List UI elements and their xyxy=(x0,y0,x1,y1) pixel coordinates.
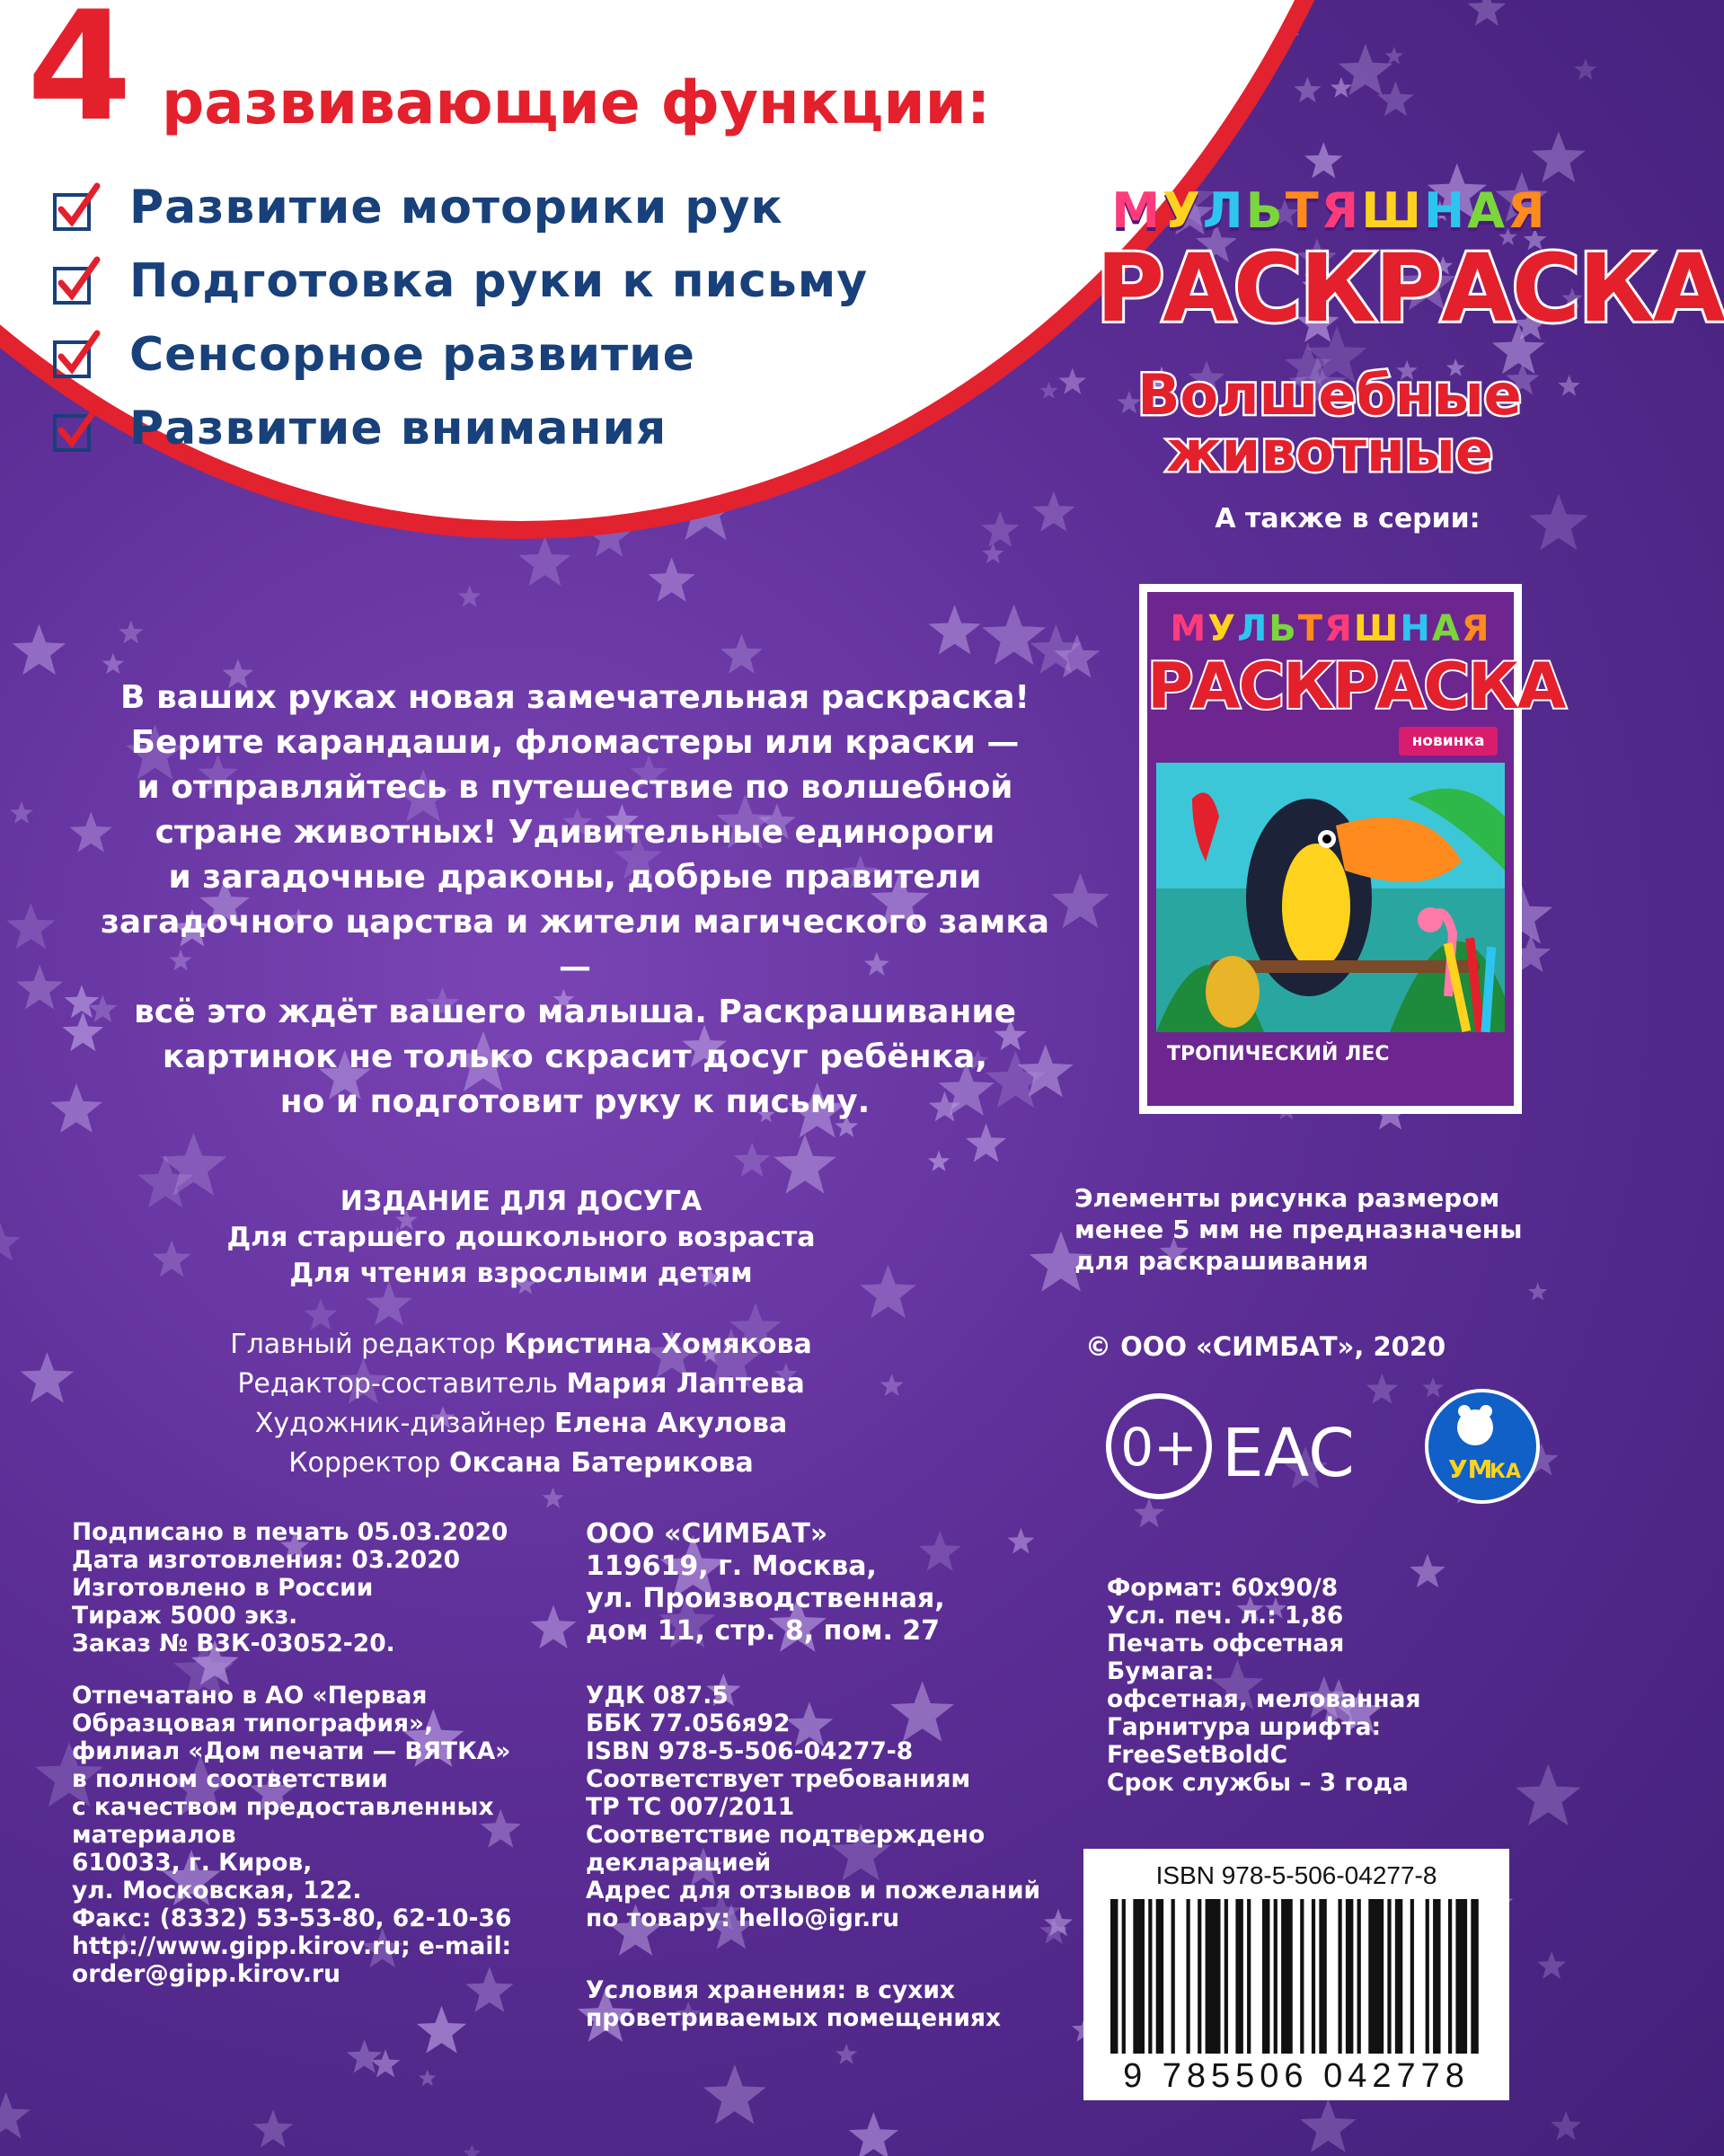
warning-line: для раскрашивания xyxy=(1074,1246,1369,1276)
intro-line: и отправляйтесь в путешествие по волшебной xyxy=(137,769,1013,806)
star-decoration xyxy=(543,1488,564,1508)
star-decoration xyxy=(1300,2099,1356,2152)
brand-line2: РАСКРАСКА xyxy=(1096,234,1724,343)
star-decoration xyxy=(6,903,55,950)
function-list xyxy=(52,171,950,465)
warning-line: менее 5 мм не предназначены xyxy=(1074,1215,1523,1244)
star-decoration xyxy=(1551,2111,1581,2141)
star-decoration xyxy=(102,653,124,674)
warning-line: Элементы рисунка размером xyxy=(1074,1183,1500,1213)
publication-type xyxy=(180,1184,862,1292)
printer-info-line: http://www.gipp.kirov.ru; e-mail: xyxy=(72,1932,512,1960)
barcode-bar xyxy=(1122,1899,1126,2054)
star-decoration xyxy=(16,965,63,1010)
star-decoration xyxy=(21,1352,74,1402)
series-title-line: животные xyxy=(1166,419,1493,485)
barcode-bar xyxy=(1224,1899,1228,2054)
storage-line: Условия хранения: в сухих xyxy=(586,1976,956,2004)
barcode-bar xyxy=(1274,1899,1278,2054)
barcode-bar xyxy=(1357,1899,1361,2054)
credit-role: Главный редактор xyxy=(230,1329,496,1360)
barcode-bar xyxy=(1148,1899,1152,2054)
star-decoration xyxy=(1532,131,1586,182)
brand-logo xyxy=(1096,182,1724,343)
printer-info-line: Образцовая типография», xyxy=(72,1710,434,1737)
barcode-bar xyxy=(1171,1899,1175,2054)
coloring-warning xyxy=(1074,1182,1542,1277)
classification-line: декларацией xyxy=(586,1849,772,1877)
isbn-barcode xyxy=(1083,1849,1509,2100)
printer-info-line: материалов xyxy=(72,1821,236,1849)
print-info-line: Заказ № В3К-03052-20. xyxy=(72,1630,395,1657)
address-line: 119619, г. Москва, xyxy=(586,1551,877,1582)
printer-info xyxy=(72,1682,575,1988)
function-label: Развитие моторики рук xyxy=(129,181,783,234)
publication-line: Для старшего дошкольного возраста xyxy=(226,1222,816,1253)
storage-line: проветриваемых помещениях xyxy=(586,2004,1002,2032)
star-decoration xyxy=(458,585,482,606)
intro-line: картинок не только скрасит досуг ребёнка, xyxy=(162,1038,988,1075)
eac-text: EAC xyxy=(1222,1415,1355,1492)
credit-name: Кристина Хомякова xyxy=(504,1329,812,1360)
copyright: © ООО «СИМБАТ», 2020 xyxy=(1085,1331,1446,1362)
spec-line: офсетная, мелованная xyxy=(1107,1685,1421,1713)
new-badge: новинка xyxy=(1399,727,1498,755)
function-item xyxy=(52,392,950,465)
credit-name: Мария Лаптева xyxy=(566,1368,805,1400)
barcode-bar xyxy=(1110,1899,1118,2054)
printer-info-line: ул. Московская, 122. xyxy=(72,1877,362,1904)
barcode-bar xyxy=(1235,1899,1242,2054)
toucan-illustration xyxy=(1156,763,1505,1032)
star-decoration xyxy=(835,2044,857,2064)
barcode-isbn-label: ISBN 978-5-506-04277-8 xyxy=(1155,1861,1437,1889)
star-decoration xyxy=(1040,382,1058,399)
classification-line: Соответствует требованиям xyxy=(586,1765,971,1793)
credit-line xyxy=(180,1365,862,1404)
credit-line xyxy=(180,1325,862,1365)
star-decoration xyxy=(721,634,763,674)
star-decoration xyxy=(1331,77,1352,98)
also-in-series-label: А также в серии: xyxy=(1215,503,1481,535)
star-decoration xyxy=(13,624,66,676)
publication-line: ИЗДАНИЕ ДЛЯ ДОСУГА xyxy=(340,1186,703,1217)
credit-role: Художник-дизайнер xyxy=(254,1408,546,1439)
printer-info-line: Отпечатано в АО «Первая xyxy=(72,1682,428,1710)
printer-info-line: в полном соответствии xyxy=(72,1765,388,1793)
star-decoration xyxy=(703,2064,766,2124)
spec-line: Гарнитура шрифта: xyxy=(1107,1713,1382,1741)
star-decoration xyxy=(860,1265,916,1319)
checkbox-check-icon xyxy=(52,256,102,306)
function-label: Подготовка руки к письму xyxy=(129,254,869,308)
headline-number: 4 xyxy=(27,0,132,155)
umka-text-1: УМ xyxy=(1448,1454,1493,1484)
star-decoration xyxy=(588,516,632,557)
barcode-bar xyxy=(1448,1899,1452,2054)
spec-line: Усл. печ. л.: 1,86 xyxy=(1107,1602,1344,1630)
barcode-bar xyxy=(1281,1899,1293,2054)
star-decoration xyxy=(928,1151,950,1171)
function-item xyxy=(52,171,950,244)
certification-marks xyxy=(1105,1388,1590,1505)
mini-cover-line2: РАСКРАСКА xyxy=(1147,649,1565,723)
printer-info-line: order@gipp.kirov.ru xyxy=(72,1960,340,1988)
age-rating-icon xyxy=(1109,1396,1209,1497)
star-decoration xyxy=(1574,58,1596,80)
barcode-bar xyxy=(1410,1899,1414,2054)
classification-line: Соответствие подтверждено xyxy=(586,1821,986,1849)
barcode-bar xyxy=(1455,1899,1467,2054)
series-title-line: Волшебные xyxy=(1137,362,1522,428)
print-info-line: Тираж 5000 экз. xyxy=(72,1602,298,1630)
barcode-bar xyxy=(1338,1899,1341,2054)
address-line: дом 11, стр. 8, пом. 27 xyxy=(586,1615,941,1647)
star-decoration xyxy=(10,801,33,824)
star-decoration xyxy=(0,2092,31,2139)
barcode-bar xyxy=(1387,1899,1391,2054)
function-item xyxy=(52,244,950,318)
star-decoration xyxy=(982,605,1046,666)
star-decoration xyxy=(649,557,695,602)
book-specs xyxy=(1107,1574,1574,1797)
barcode-bars xyxy=(1110,1899,1482,2054)
classification-line: УДК 087.5 xyxy=(586,1682,729,1710)
star-decoration xyxy=(50,1083,102,1133)
brand-line1: МУЛЬТЯШНАЯ xyxy=(1111,182,1548,239)
credit-line xyxy=(180,1404,862,1444)
intro-line: В ваших руках новая замечательная раскраска! xyxy=(120,679,1030,716)
star-decoration xyxy=(1529,494,1588,551)
intro-text xyxy=(99,676,1051,1125)
classification-line: ББК 77.056я92 xyxy=(586,1710,791,1737)
intro-line: стране животных! Удивительные единороги xyxy=(155,814,995,851)
star-decoration xyxy=(1377,81,1414,116)
printer-info-line: с качеством предоставленных xyxy=(72,1793,494,1821)
barcode-bar xyxy=(1186,1899,1189,2054)
star-decoration xyxy=(1304,142,1342,178)
star-decoration xyxy=(463,2144,481,2156)
spec-line: Формат: 60х90/8 xyxy=(1107,1574,1339,1602)
barcode-bar xyxy=(1247,1899,1251,2054)
barcode-bar xyxy=(1262,1899,1269,2054)
barcode-bar xyxy=(1133,1899,1145,2054)
spec-line: Печать офсетная xyxy=(1107,1630,1345,1657)
barcode-bar xyxy=(1346,1899,1353,2054)
star-decoration xyxy=(1468,0,1506,26)
barcode-bar xyxy=(1426,1899,1429,2054)
address-line: ООО «СИМБАТ» xyxy=(586,1518,828,1550)
credit-role: Корректор xyxy=(288,1447,441,1479)
intro-line: загадочного царства и жители магического замка— xyxy=(100,904,1050,985)
series-title xyxy=(1114,362,1545,485)
star-decoration xyxy=(1537,1951,1566,1979)
star-decoration xyxy=(1385,47,1403,64)
star-decoration xyxy=(966,1124,1006,1162)
star-decoration xyxy=(929,605,981,654)
star-decoration xyxy=(1058,368,1086,394)
barcode-bar xyxy=(1368,1899,1384,2054)
star-decoration xyxy=(1294,76,1321,102)
classification-line: Адрес для отзывов и пожеланий xyxy=(586,1877,1041,1904)
publisher-address xyxy=(586,1518,1089,1648)
star-decoration xyxy=(849,2112,898,2156)
classification-line: ISBN 978-5-506-04277-8 xyxy=(586,1737,914,1765)
star-decoration xyxy=(417,2006,466,2054)
star-decoration xyxy=(119,620,143,643)
barcode-bar xyxy=(1395,1899,1402,2054)
star-decoration xyxy=(982,543,1003,563)
star-decoration xyxy=(518,536,570,586)
barcode-bar xyxy=(1300,1899,1304,2054)
print-info xyxy=(72,1518,575,1657)
address-line: ул. Производственная, xyxy=(586,1583,945,1614)
star-decoration xyxy=(1528,1283,1547,1301)
barcode-bar xyxy=(1312,1899,1315,2054)
barcode-bar xyxy=(1319,1899,1326,2054)
spec-line: FreeSetBoldC xyxy=(1107,1741,1288,1769)
star-decoration xyxy=(0,1223,21,1261)
star-decoration xyxy=(1032,491,1075,532)
intro-line: и загадочные драконы, добрые правители xyxy=(168,859,982,896)
star-decoration xyxy=(253,2109,294,2147)
barcode-digits: 9 785506 042778 xyxy=(1123,2057,1470,2095)
star-decoration xyxy=(65,985,100,1018)
star-decoration xyxy=(880,1374,904,1396)
star-decoration xyxy=(419,2070,436,2087)
checkbox-check-icon xyxy=(52,182,102,233)
barcode-bar xyxy=(1206,1899,1221,2054)
classification-line: по товару: hello@igr.ru xyxy=(586,1904,900,1932)
printer-info-line: Факс: (8332) 53-53-80, 62-10-36 xyxy=(72,1904,512,1932)
credit-name: Оксана Батерикова xyxy=(448,1447,754,1479)
intro-line: но и подготовит руку к письму. xyxy=(279,1083,871,1120)
spec-line: Бумага: xyxy=(1107,1657,1215,1685)
star-decoration xyxy=(981,511,1019,547)
checkbox-check-icon xyxy=(52,330,102,380)
star-decoration xyxy=(1051,873,1110,928)
classification-info xyxy=(586,1682,1089,1932)
eac-mark-icon xyxy=(1222,1415,1355,1492)
star-decoration xyxy=(347,2039,382,2073)
printer-info-line: 610033, г. Киров, xyxy=(72,1849,313,1877)
credit-name: Елена Акулова xyxy=(554,1408,788,1439)
function-label: Сенсорное развитие xyxy=(129,328,695,382)
star-decoration xyxy=(734,1143,771,1178)
barcode-bar xyxy=(1433,1899,1440,2054)
umka-logo-icon xyxy=(1427,1391,1538,1502)
credit-role: Редактор-составитель xyxy=(237,1368,558,1400)
intro-line: всё это ждёт вашего малыша. Раскрашивание xyxy=(134,994,1016,1030)
barcode-bar xyxy=(1471,1899,1478,2054)
intro-line: Берите карандаши, фломастеры или краски — xyxy=(130,724,1020,761)
mini-cover-line1: МУЛЬТЯШНАЯ xyxy=(1170,608,1491,649)
print-info-line: Дата изготовления: 03.2020 xyxy=(72,1546,461,1574)
checkbox-check-icon xyxy=(52,403,102,454)
credit-line xyxy=(180,1444,862,1483)
credits xyxy=(180,1325,862,1483)
headline-title: развивающие функции: xyxy=(162,68,991,137)
function-item xyxy=(52,318,950,392)
publication-line: Для чтения взрослыми детям xyxy=(289,1258,753,1289)
related-book-cover xyxy=(1139,584,1565,1114)
print-info-line: Подписано в печать 05.03.2020 xyxy=(72,1518,508,1546)
function-label: Развитие внимания xyxy=(129,402,667,455)
umka-text-2: КА xyxy=(1490,1461,1522,1483)
printer-info-line: филиал «Дом печати — ВЯТКА» xyxy=(72,1737,511,1765)
barcode-bar xyxy=(1198,1899,1201,2054)
star-decoration xyxy=(1558,375,1580,395)
classification-line: ТР ТС 007/2011 xyxy=(586,1793,795,1821)
storage-conditions xyxy=(586,1976,1089,2032)
print-info-line: Изготовлено в России xyxy=(72,1574,374,1602)
spec-line: Срок службы – 3 года xyxy=(1107,1769,1409,1797)
age-rating-text: 0+ xyxy=(1120,1417,1198,1478)
mini-cover-subtitle: ТРОПИЧЕСКИЙ ЛЕС xyxy=(1167,1043,1390,1065)
barcode-bar xyxy=(1156,1899,1163,2054)
